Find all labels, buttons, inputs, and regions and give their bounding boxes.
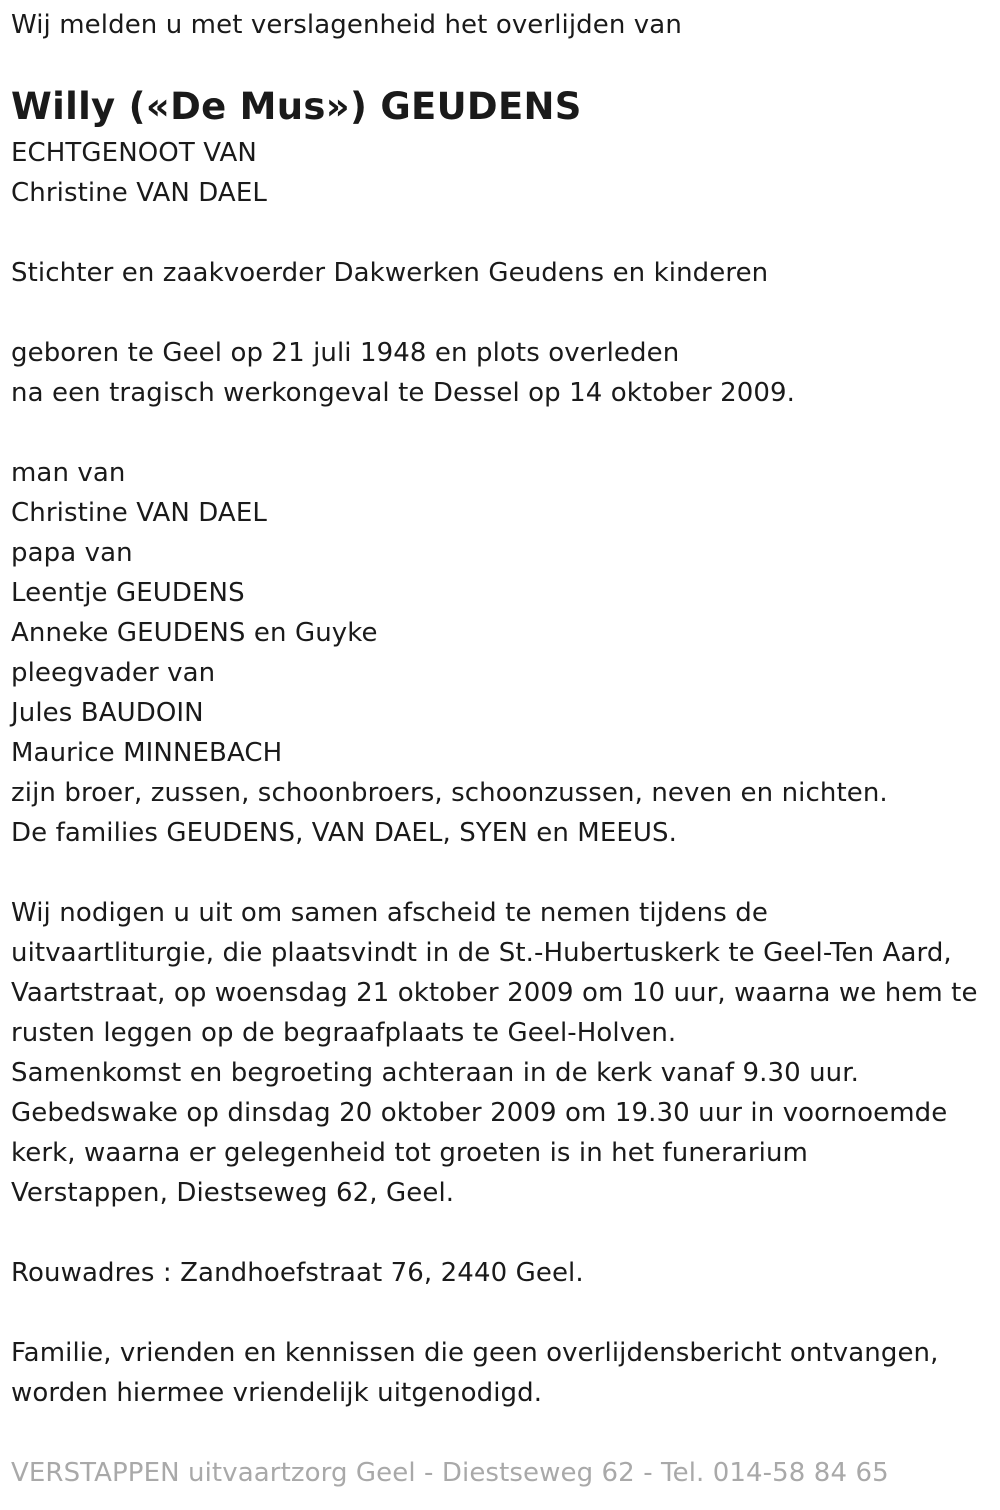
mourning-address-block bbox=[11, 1253, 584, 1293]
family-line: Jules BAUDOIN bbox=[11, 698, 204, 728]
mourning-address: Rouwadres : Zandhoefstraat 76, 2440 Geel. bbox=[11, 1258, 584, 1288]
spouse-label: ECHTGENOOT VAN bbox=[11, 138, 257, 168]
funeral-home-footer: VERSTAPPEN uitvaartzorg Geel - Diestseweg 62 - Tel. 014-58 84 65 bbox=[11, 1458, 889, 1488]
funeral-invitation-block bbox=[11, 893, 978, 1213]
family-line: Christine VAN DAEL bbox=[11, 498, 267, 528]
invite-line: rusten leggen op de begraafplaats te Geel-Holven. bbox=[11, 1018, 677, 1048]
family-line: man van bbox=[11, 458, 126, 488]
invite-line: Samenkomst en begroeting achteraan in de kerk vanaf 9.30 uur. bbox=[11, 1058, 860, 1088]
spouse-name: Christine VAN DAEL bbox=[11, 178, 267, 208]
invite-line: Gebedswake op dinsdag 20 oktober 2009 om 19.30 uur in voornoemde bbox=[11, 1098, 948, 1128]
founder-text: Stichter en zaakvoerder Dakwerken Geudens en kinderen bbox=[11, 258, 769, 288]
invite-line: Verstappen, Diestseweg 62, Geel. bbox=[11, 1178, 455, 1208]
family-line: papa van bbox=[11, 538, 133, 568]
born-line: geboren te Geel op 21 juli 1948 en plots overleden bbox=[11, 338, 680, 368]
invite-line: uitvaartliturgie, die plaatsvindt in de St.-Hubertuskerk te Geel-Ten Aard, bbox=[11, 938, 952, 968]
spouse-block bbox=[11, 133, 267, 213]
invite-line: Wij nodigen u uit om samen afscheid te nemen tijdens de bbox=[11, 898, 768, 928]
family-line: De families GEUDENS, VAN DAEL, SYEN en MEEUS. bbox=[11, 818, 677, 848]
deceased-name: Willy («De Mus») GEUDENS bbox=[11, 85, 582, 128]
friends-line: Familie, vrienden en kennissen die geen overlijdensbericht ontvangen, bbox=[11, 1338, 939, 1368]
intro-text: Wij melden u met verslagenheid het overlijden van bbox=[11, 10, 682, 40]
family-block bbox=[11, 453, 888, 853]
family-line: zijn broer, zussen, schoonbroers, schoonzussen, neven en nichten. bbox=[11, 778, 888, 808]
born-line: na een tragisch werkongeval te Dessel op 14 oktober 2009. bbox=[11, 378, 796, 408]
friends-invitation-block bbox=[11, 1333, 939, 1413]
birth-death-block bbox=[11, 333, 795, 413]
invite-line: kerk, waarna er gelegenheid tot groeten is in het funerarium bbox=[11, 1138, 808, 1168]
family-line: Anneke GEUDENS en Guyke bbox=[11, 618, 378, 648]
friends-line: worden hiermee vriendelijk uitgenodigd. bbox=[11, 1378, 543, 1408]
family-line: Maurice MINNEBACH bbox=[11, 738, 283, 768]
founder-block bbox=[11, 253, 768, 293]
family-line: pleegvader van bbox=[11, 658, 216, 688]
invite-line: Vaartstraat, op woensdag 21 oktober 2009 om 10 uur, waarna we hem te bbox=[11, 978, 978, 1008]
family-line: Leentje GEUDENS bbox=[11, 578, 245, 608]
